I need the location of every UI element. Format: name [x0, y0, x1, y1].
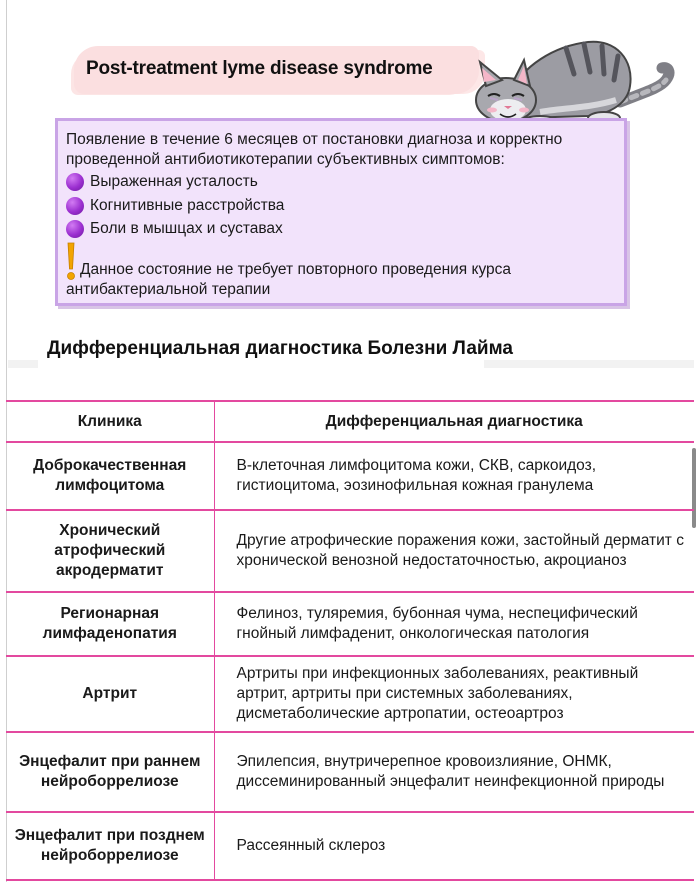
diagnosis-cell: Эпилепсия, внутричерепное кровоизлияние, ОНМК, диссеминированный энцефалит неинфекционной природы	[214, 732, 694, 812]
clinic-cell: Доброкачественная лимфоцитома	[6, 442, 214, 510]
column-header-clinic: Клиника	[6, 401, 214, 442]
diagnosis-cell: Артриты при инфекционных заболеваниях, реактивный артрит, артриты при системных заболеваниях, дисметаболические артропатии, остеоартроз	[214, 656, 694, 732]
table-row	[6, 732, 694, 812]
info-intro: Появление в течение 6 месяцев от постановки диагноза и корректно проведенной антибиотикотерапии субъективных симптомов:	[66, 131, 563, 168]
clinic-cell: Энцефалит при раннем нейроборрелиозе	[6, 732, 214, 812]
table-header-row	[6, 401, 694, 442]
clinic-cell: Артрит	[6, 656, 214, 732]
table-row	[6, 442, 694, 510]
table-row	[6, 592, 694, 656]
diagnosis-cell: В-клеточная лимфоцитома кожи, СКВ, саркоидоз, гистиоцитома, эозинофильная кожная гранулема	[214, 442, 694, 510]
bullet-text: Выраженная усталость	[90, 173, 258, 190]
diagnosis-cell: Другие атрофические поражения кожи, застойный дерматит с хронической венозной недостаточностью, акроцианоз	[214, 510, 694, 592]
column-header-differential: Дифференциальная диагностика	[214, 401, 694, 442]
purple-circle-icon	[66, 197, 84, 215]
clinic-cell: Хронический атрофический акродерматит	[6, 510, 214, 592]
bullet-text: Когнитивные расстройства	[90, 197, 285, 214]
divider	[8, 360, 38, 368]
warning-text: Данное состояние не требует повторного проведения курса антибактериальной терапии	[66, 261, 512, 298]
clinic-cell: Энцефалит при позднем нейроборрелиозе	[6, 812, 214, 880]
page-title: Post-treatment lyme disease syndrome	[86, 58, 433, 79]
diagnosis-cell: Фелиноз, туляремия, бубонная чума, неспецифический гнойный лимфаденит, онкологическая патология	[214, 592, 694, 656]
bullet-text: Боли в мышцах и суставах	[90, 220, 283, 237]
purple-circle-icon	[66, 220, 84, 238]
table-row	[6, 510, 694, 592]
purple-circle-icon	[66, 173, 84, 191]
diagnosis-cell: Рассеянный склероз	[214, 812, 694, 880]
bullet-item	[66, 219, 283, 239]
sleeping-cat-illustration	[470, 30, 680, 130]
differential-diagnosis-table	[6, 400, 694, 881]
table-row	[6, 812, 694, 880]
table-row	[6, 656, 694, 732]
clinic-cell: Регионарная лимфаденопатия	[6, 592, 214, 656]
bullet-item	[66, 172, 258, 192]
bullet-item	[66, 196, 284, 216]
section-title: Дифференциальная диагностика Болезни Лайма	[47, 338, 513, 359]
